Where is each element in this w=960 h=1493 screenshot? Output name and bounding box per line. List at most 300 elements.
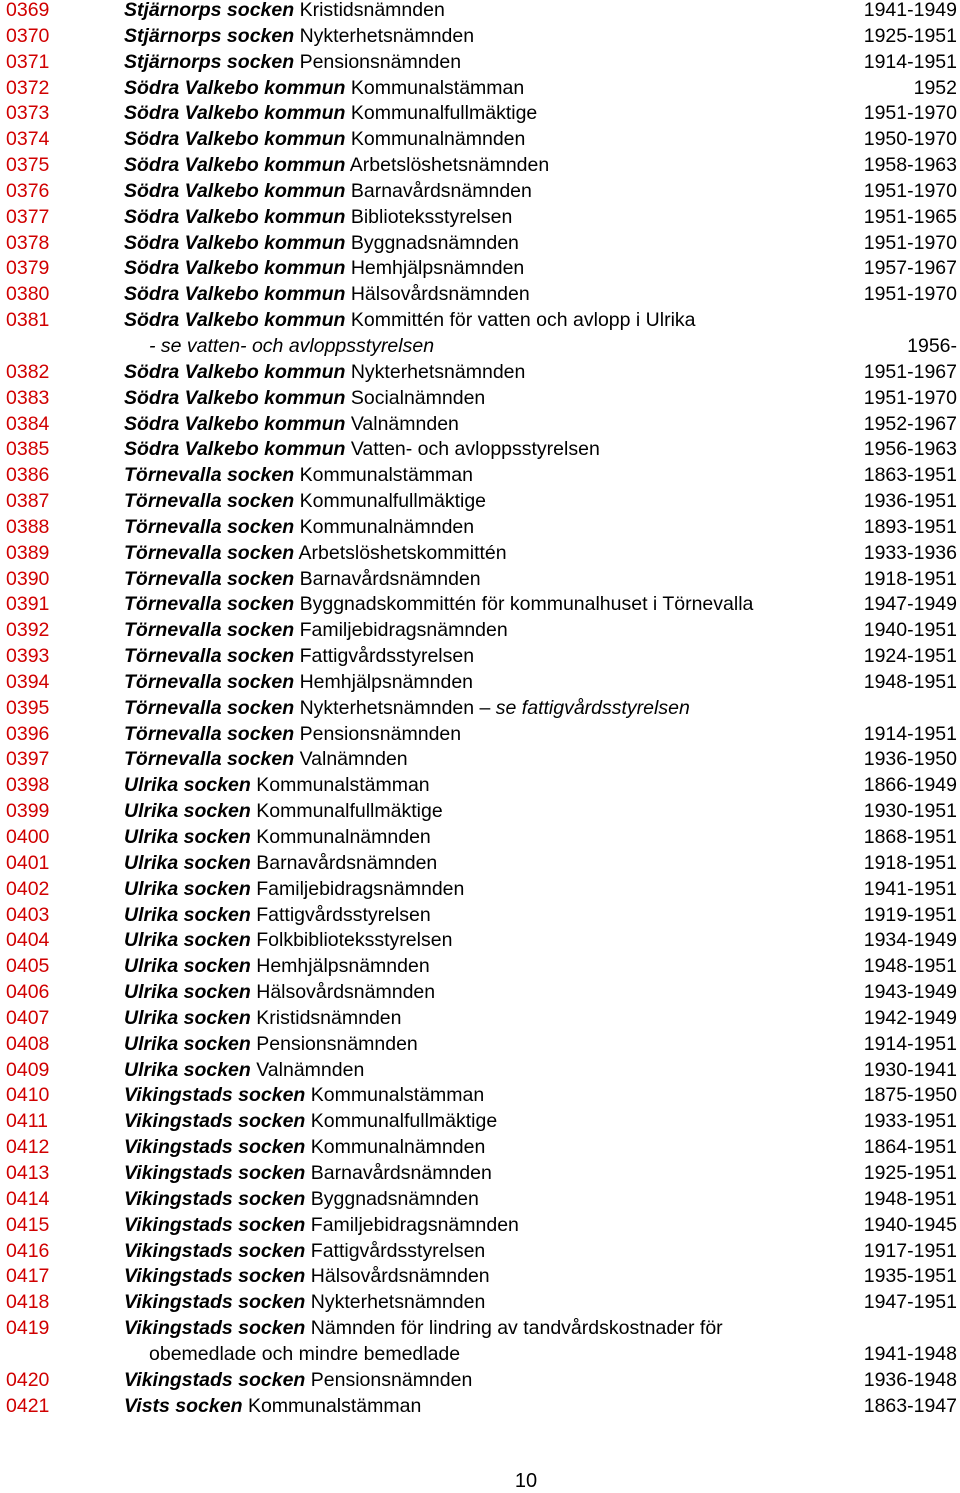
record-parish: Vikingstads socken [124, 1291, 306, 1314]
record-parish: Törnevalla socken [124, 464, 295, 487]
record-description [124, 207, 512, 227]
record-description [124, 439, 600, 459]
record-number: 0378 [6, 231, 50, 254]
list-item [0, 956, 960, 982]
record-description [124, 1008, 402, 1028]
list-item [0, 646, 960, 672]
list-item [0, 827, 960, 853]
record-years: 1952-1967 [863, 412, 957, 435]
record-description [124, 1137, 485, 1157]
record-years: 1943-1949 [863, 981, 957, 1004]
page-number: 10 [514, 1470, 538, 1492]
record-number: 0392 [6, 619, 50, 642]
record-title: Kommunalstämman [247, 1394, 422, 1417]
record-parish: Södra Valkebo kommun [124, 257, 346, 280]
record-years: 1941-1949 [863, 0, 957, 21]
record-years: 1934-1949 [863, 929, 957, 952]
record-number: 0394 [6, 670, 50, 693]
record-title: Kommunalstämman [299, 464, 473, 487]
record-parish: Södra Valkebo kommun [124, 231, 346, 254]
record-parish: Törnevalla socken [124, 670, 295, 693]
record-number: 0408 [6, 1032, 50, 1055]
record-number: 0390 [6, 567, 50, 590]
record-number: 0373 [6, 102, 50, 125]
record-parish: Törnevalla socken [124, 567, 295, 590]
record-parish: Törnevalla socken [124, 748, 295, 771]
record-years: 1952 [913, 76, 957, 99]
list-item [0, 1137, 960, 1163]
record-number: 0416 [6, 1239, 50, 1262]
list-item [0, 749, 960, 775]
list-item [0, 155, 960, 181]
record-number: 0377 [6, 205, 50, 228]
record-title: Familjebidragsnämnden [310, 1213, 519, 1236]
record-parish: Södra Valkebo kommun [124, 179, 346, 202]
record-description [124, 414, 459, 434]
record-description [124, 1034, 418, 1054]
record-description [124, 1292, 485, 1312]
list-item [0, 1370, 960, 1396]
list-item [0, 775, 960, 801]
record-title: Fattigvårdsstyrelsen [256, 903, 431, 926]
record-title: Kommunalfullmäktige [350, 102, 538, 125]
record-title: Valnämnden [299, 748, 408, 771]
list-item [0, 491, 960, 517]
record-number: 0419 [6, 1317, 50, 1340]
list-item [0, 1189, 960, 1215]
list-item [0, 569, 960, 595]
record-parish: Ulrika socken [124, 800, 251, 823]
record-description [124, 1241, 485, 1261]
list-item [0, 853, 960, 879]
record-number: 0375 [6, 154, 50, 177]
record-years: 1951-1970 [863, 283, 957, 306]
record-years: 1936-1948 [863, 1368, 957, 1391]
record-parish: Vikingstads socken [124, 1239, 306, 1262]
record-years: 1914-1951 [863, 1032, 957, 1055]
record-number: 0397 [6, 748, 50, 771]
record-parish: Stjärnorps socken [124, 0, 295, 21]
record-number: 0400 [6, 826, 50, 848]
record-description [124, 827, 431, 847]
record-years: 1950-1970 [863, 128, 957, 151]
record-title: Nykterhetsnämnden [310, 1291, 486, 1314]
record-years: 1935-1951 [863, 1265, 957, 1288]
record-parish: Vikingstads socken [124, 1317, 306, 1340]
record-title: Kommunalstämman [350, 76, 525, 99]
record-description [124, 310, 696, 330]
list-item [0, 362, 960, 388]
record-years: 1917-1951 [863, 1239, 957, 1262]
record-years: 1948-1951 [863, 670, 957, 693]
record-description [149, 336, 434, 356]
record-years: 1930-1941 [863, 1058, 957, 1081]
record-number: 0393 [6, 645, 50, 668]
record-number: 0404 [6, 929, 50, 952]
record-years: 1936-1951 [863, 490, 957, 513]
record-description [124, 362, 525, 382]
list-item [0, 388, 960, 414]
record-years: 1951-1970 [863, 386, 957, 409]
record-years: 1863-1951 [863, 464, 957, 487]
list-item [0, 1060, 960, 1086]
record-description [124, 930, 452, 950]
record-parish: Vikingstads socken [124, 1187, 306, 1210]
record-parish: Ulrika socken [124, 877, 251, 900]
record-title: Hälsovårdsnämnden [310, 1265, 490, 1288]
record-description [124, 749, 408, 769]
record-description [124, 982, 435, 1002]
record-parish: Vikingstads socken [124, 1265, 306, 1288]
record-number: 0374 [6, 128, 50, 151]
record-description [124, 672, 473, 692]
record-years: 1933-1936 [863, 541, 957, 564]
record-parish: Stjärnorps socken [124, 50, 295, 73]
record-parish: Södra Valkebo kommun [124, 438, 346, 461]
record-number: 0409 [6, 1058, 50, 1081]
record-description [124, 956, 430, 976]
record-number: 0411 [6, 1110, 48, 1133]
record-description [124, 646, 474, 666]
record-parish: Södra Valkebo kommun [124, 154, 346, 177]
record-description [124, 465, 473, 485]
record-number: 0391 [6, 593, 50, 616]
record-years: 1918-1951 [863, 567, 957, 590]
record-description [124, 1085, 484, 1105]
record-years: 1924-1951 [863, 645, 957, 668]
record-parish: Törnevalla socken [124, 490, 295, 513]
record-title: Socialnämnden [350, 386, 486, 409]
record-number: 0395 [6, 696, 50, 719]
record-parish: Södra Valkebo kommun [124, 128, 346, 151]
record-years: 1948-1951 [863, 955, 957, 978]
record-number: 0415 [6, 1213, 50, 1236]
record-years: 1914-1951 [863, 50, 957, 73]
record-title: Hälsovårdsnämnden [256, 981, 436, 1004]
record-description [124, 233, 519, 253]
record-number: 0418 [6, 1291, 50, 1314]
record-title: Kristidsnämnden [299, 0, 445, 21]
record-number: 0403 [6, 903, 50, 926]
record-parish: Södra Valkebo kommun [124, 360, 346, 383]
record-years: 1941-1948 [863, 1342, 957, 1365]
record-title: Barnavårdsnämnden [256, 851, 438, 874]
record-title: Pensionsnämnden [310, 1368, 473, 1391]
record-number: 0417 [6, 1265, 50, 1288]
record-description [124, 103, 537, 123]
record-title: Kristidsnämnden [256, 1006, 402, 1029]
record-years: 1951-1970 [863, 102, 957, 125]
record-description [124, 26, 474, 46]
list-item [0, 1008, 960, 1034]
record-title: Biblioteksstyrelsen [350, 205, 513, 228]
record-description [124, 1370, 472, 1390]
record-description [124, 78, 524, 98]
list-item [0, 284, 960, 310]
record-title: Fattigvårdsstyrelsen [310, 1239, 486, 1262]
record-number: 0382 [6, 360, 50, 383]
list-item [0, 1241, 960, 1267]
record-number: 0385 [6, 438, 50, 461]
record-title: Fattigvårdsstyrelsen [299, 645, 475, 668]
record-number: 0383 [6, 386, 50, 409]
record-number: 0396 [6, 722, 50, 745]
record-number: 0414 [6, 1187, 50, 1210]
record-description [124, 1163, 492, 1183]
record-parish: Vists socken [124, 1394, 243, 1417]
record-parish: Vikingstads socken [124, 1213, 306, 1236]
record-title: Kommunalfullmäktige [256, 800, 443, 823]
record-years: 1951-1970 [863, 231, 957, 254]
record-description [124, 724, 461, 744]
record-description [124, 594, 753, 614]
record-title-continuation: obemedlade och mindre bemedlade [149, 1342, 461, 1365]
record-description [124, 388, 485, 408]
record-number: 0370 [6, 24, 50, 47]
record-parish: Vikingstads socken [124, 1161, 306, 1184]
list-item [0, 52, 960, 78]
record-number: 0402 [6, 877, 50, 900]
record-years: 1940-1945 [863, 1213, 957, 1236]
record-description [124, 1111, 497, 1131]
list-item [0, 1396, 960, 1422]
record-title: Nykterhetsnämnden – [299, 696, 491, 719]
list-item [0, 1318, 960, 1344]
list-item [0, 310, 960, 336]
record-title: Pensionsnämnden [299, 722, 462, 745]
list-item [0, 414, 960, 440]
record-title: Kommunalfullmäktige [310, 1110, 498, 1133]
record-years: 1875-1950 [863, 1084, 957, 1107]
record-description [124, 1266, 490, 1286]
record-number: 0376 [6, 179, 50, 202]
record-years: 1919-1951 [863, 903, 957, 926]
record-parish: Vikingstads socken [124, 1110, 306, 1133]
record-years: 1948-1951 [863, 1187, 957, 1210]
record-number: 0389 [6, 541, 50, 564]
record-parish: Törnevalla socken [124, 619, 295, 642]
record-title: Pensionsnämnden [299, 50, 462, 73]
record-parish: Ulrika socken [124, 903, 251, 926]
record-years: 1936-1950 [863, 748, 957, 771]
record-years: 1941-1951 [863, 877, 957, 900]
list-item [0, 129, 960, 155]
list-item [0, 672, 960, 698]
record-years: 1930-1951 [863, 800, 957, 823]
record-years: 1925-1951 [863, 24, 957, 47]
record-parish: Vikingstads socken [124, 1084, 306, 1107]
record-title: Kommunalnämnden [310, 1136, 486, 1159]
record-years: 1942-1949 [863, 1006, 957, 1029]
record-title: Hemhjälpsnämnden [299, 670, 474, 693]
record-description [124, 698, 690, 718]
record-title: Valnämnden [350, 412, 459, 435]
record-title: Kommunalstämman [256, 774, 430, 797]
list-item [0, 620, 960, 646]
record-parish: Ulrika socken [124, 981, 251, 1004]
list-item [0, 801, 960, 827]
record-parish: Törnevalla socken [124, 541, 295, 564]
record-number: 0407 [6, 1006, 50, 1029]
record-parish: Vikingstads socken [124, 1136, 306, 1159]
record-years: 1864-1951 [863, 1136, 957, 1159]
record-description [124, 1215, 519, 1235]
record-title: Kommunalfullmäktige [299, 490, 487, 513]
record-title: Barnavårdsnämnden [299, 567, 481, 590]
record-title: Familjebidragsnämnden [256, 877, 465, 900]
list-item [0, 594, 960, 620]
record-number: 0421 [6, 1394, 50, 1417]
record-description [124, 1060, 364, 1080]
record-number: 0405 [6, 955, 50, 978]
record-description [149, 1344, 460, 1364]
list-item [0, 543, 960, 569]
record-parish: Ulrika socken [124, 774, 251, 797]
list-item [0, 724, 960, 750]
record-number: 0386 [6, 464, 50, 487]
list-item [0, 233, 960, 259]
list-item [0, 78, 960, 104]
record-years: 1863-1947 [863, 1394, 957, 1417]
record-years: 1947-1951 [863, 1291, 957, 1314]
record-title: Kommunalstämman [310, 1084, 485, 1107]
record-parish: Södra Valkebo kommun [124, 76, 346, 99]
record-description [124, 0, 445, 20]
record-years: 1866-1949 [863, 774, 957, 797]
record-years: 1868-1951 [863, 826, 957, 848]
record-description [124, 1189, 479, 1209]
record-description [124, 879, 464, 899]
record-description [124, 1396, 421, 1416]
record-number: 0412 [6, 1136, 50, 1159]
list-item [0, 103, 960, 129]
record-title: Kommunalnämnden [350, 128, 526, 151]
record-title: Byggnadskommittén för kommunalhuset i Törnevalla [299, 593, 754, 616]
record-parish: Stjärnorps socken [124, 24, 295, 47]
list-item [0, 1163, 960, 1189]
record-title: Kommunalnämnden [256, 826, 431, 848]
list-item [0, 1111, 960, 1137]
list-item [0, 207, 960, 233]
record-number: 0369 [6, 0, 50, 21]
record-title: Byggnadsnämnden [350, 231, 519, 254]
record-number: 0371 [6, 50, 50, 73]
record-title: Pensionsnämnden [256, 1032, 418, 1055]
record-title: Vatten- och avloppsstyrelsen [350, 438, 600, 461]
record-description [124, 620, 508, 640]
record-title: Kommittén för vatten och avlopp i Ulrika [350, 309, 696, 332]
record-number: 0398 [6, 774, 50, 797]
list-item-continuation [0, 336, 960, 362]
list-item [0, 905, 960, 931]
record-title: Hemhjälpsnämnden [256, 955, 430, 978]
list-item [0, 258, 960, 284]
record-parish: Törnevalla socken [124, 593, 295, 616]
record-title: Arbetslöshetsnämnden [349, 154, 550, 177]
record-description [124, 569, 481, 589]
list-item [0, 26, 960, 52]
record-description [124, 155, 549, 175]
record-parish: Ulrika socken [124, 929, 251, 952]
record-parish: Södra Valkebo kommun [124, 102, 346, 125]
record-title: Nykterhetsnämnden [350, 360, 526, 383]
record-description [124, 258, 524, 278]
record-description [124, 905, 431, 925]
record-number: 0401 [6, 851, 50, 874]
record-number: 0379 [6, 257, 50, 280]
record-parish: Ulrika socken [124, 1032, 251, 1055]
list-item [0, 930, 960, 956]
list-item [0, 698, 960, 724]
record-parish: Ulrika socken [124, 826, 251, 848]
record-years: 1957-1967 [863, 257, 957, 280]
record-number: 0380 [6, 283, 50, 306]
record-description [124, 284, 530, 304]
record-parish: Ulrika socken [124, 1058, 251, 1081]
record-title: Byggnadsnämnden [310, 1187, 479, 1210]
record-title: Barnavårdsnämnden [310, 1161, 492, 1184]
list-item [0, 439, 960, 465]
list-item [0, 0, 960, 26]
record-parish: Ulrika socken [124, 1006, 251, 1029]
list-item [0, 1034, 960, 1060]
record-description [124, 543, 507, 563]
list-item [0, 1085, 960, 1111]
record-years: 1925-1951 [863, 1161, 957, 1184]
record-years: 1951-1967 [863, 360, 957, 383]
record-description [124, 491, 486, 511]
record-years: 1956- [907, 334, 957, 357]
record-description [124, 1318, 723, 1338]
record-years: 1958-1963 [863, 154, 957, 177]
record-number: 0413 [6, 1161, 50, 1184]
record-number: 0372 [6, 76, 50, 99]
list-item [0, 982, 960, 1008]
record-title: Folkbiblioteksstyrelsen [256, 929, 453, 952]
record-parish: Törnevalla socken [124, 515, 295, 538]
list-item-continuation [0, 1344, 960, 1370]
record-title: Barnavårdsnämnden [350, 179, 532, 202]
record-description [124, 853, 437, 873]
record-parish: Södra Valkebo kommun [124, 205, 346, 228]
record-number: 0384 [6, 412, 50, 435]
record-years: 1914-1951 [863, 722, 957, 745]
record-parish: Ulrika socken [124, 851, 251, 874]
record-number: 0410 [6, 1084, 50, 1107]
record-years: 1893-1951 [863, 515, 957, 538]
record-title: Arbetslöshetskommittén [298, 541, 507, 564]
record-parish: Ulrika socken [124, 955, 251, 978]
record-years: 1951-1970 [863, 179, 957, 202]
record-years: 1918-1951 [863, 851, 957, 874]
list-item [0, 1215, 960, 1241]
record-title: Kommunalnämnden [299, 515, 475, 538]
record-title: Nämnden för lindring av tandvårdskostnader för [310, 1317, 723, 1340]
record-description [124, 52, 461, 72]
list-item [0, 879, 960, 905]
record-cross-reference: se fattigvårdsstyrelsen [490, 696, 690, 719]
record-years: 1956-1963 [863, 438, 957, 461]
record-parish: Törnevalla socken [124, 722, 295, 745]
record-number: 0399 [6, 800, 50, 823]
record-parish: Vikingstads socken [124, 1368, 306, 1391]
record-title: Nykterhetsnämnden [299, 24, 475, 47]
record-number: 0420 [6, 1368, 50, 1391]
record-title: Hälsovårdsnämnden [350, 283, 530, 306]
record-years: 1933-1951 [863, 1110, 957, 1133]
record-number: 0387 [6, 490, 50, 513]
record-description [124, 517, 474, 537]
